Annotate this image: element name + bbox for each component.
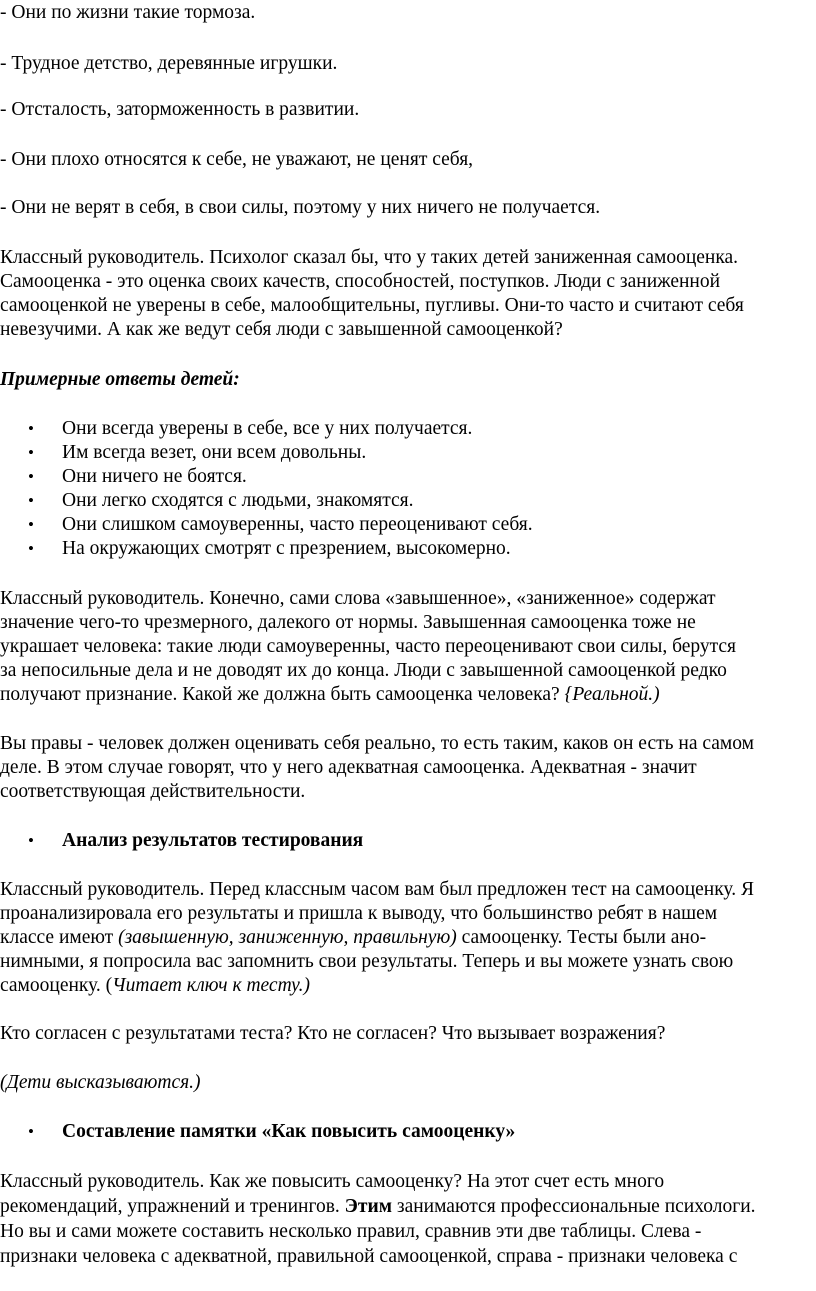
paragraph-text: получают признание. Какой же должна быть самооценка человека? [0, 684, 565, 705]
dialogue-line-1: - Они по жизни такие тормоза. [0, 2, 256, 23]
list-item-text: Они ничего не боятся. [62, 466, 247, 487]
paragraph-text: классе имеют [0, 927, 119, 948]
list-item-text: Им всегда везет, они всем довольны. [62, 442, 367, 463]
paragraph-line: признаки человека с адекватной, правильной самооценкой, справа - признаки человека с [0, 1246, 738, 1267]
paragraph-line: Но вы и сами можете составить несколько правил, сравнив эти две таблицы. Слева - [0, 1221, 702, 1242]
bullet-icon: • [28, 831, 34, 850]
bullet-icon: • [28, 515, 34, 534]
paragraph-line [0, 926, 706, 950]
answers-heading: Примерные ответы детей: [0, 369, 240, 390]
stage-direction: Читает ключ к тесту.) [112, 975, 310, 996]
paragraph-line: Классный руководитель. Конечно, сами слова «завышенное», «заниженное» содержат [0, 588, 716, 609]
paragraph-line [0, 1195, 756, 1219]
stage-direction: (Дети высказываются.) [0, 1072, 201, 1093]
paragraph-text: самооценку. Тесты были ано- [456, 927, 707, 948]
paragraph-line: украшает человека: такие люди самоуверенны, часто переоценивают свои силы, берутся [0, 636, 737, 657]
paragraph-line: невезучими. А как же ведут себя люди с завышенной самооценкой? [0, 319, 563, 340]
paragraph-text: занимаются профессиональные психологи. [392, 1196, 756, 1217]
section-title: Составление памятки «Как повысить самооценку» [62, 1121, 516, 1142]
bullet-icon: • [28, 467, 34, 486]
list-item-text: Они слишком самоуверенны, часто переоценивают себя. [62, 514, 533, 535]
dialogue-line-2: - Трудное детство, деревянные игрушки. [0, 53, 338, 74]
paragraph-line: самооценкой не уверены в себе, малообщительны, пугливы. Они-то часто и считают себя [0, 295, 744, 316]
dialogue-line-5: - Они не верят в себя, в свои силы, поэтому у них ничего не получается. [0, 197, 601, 218]
paragraph-line: деле. В этом случае говорят, что у него адекватная самооценка. Адекватная - значит [0, 757, 697, 778]
answer-note: {Реальной.) [564, 684, 660, 705]
paragraph-line: Классный руководитель. Перед классным часом вам был предложен тест на самооценку. Я [0, 879, 754, 900]
paragraph-line: значение чего-то чрезмерного, далекого от нормы. Завышенная самооценка тоже не [0, 612, 696, 633]
bullet-icon: • [28, 1122, 34, 1141]
paragraph-text: самооценку. ( [0, 975, 113, 996]
paragraph-line: соответствующая действительности. [0, 781, 306, 802]
paragraph-line: Классный руководитель. Психолог сказал бы, что у таких детей заниженная самооценка. [0, 247, 739, 268]
paragraph-line: нимными, я попросила вас запомнить свои результаты. Теперь и вы можете узнать свою [0, 951, 734, 972]
bullet-icon: • [28, 539, 34, 558]
section-title: Анализ результатов тестирования [62, 830, 364, 851]
bullet-icon: • [28, 443, 34, 462]
paragraph-line: Самооценка - это оценка своих качеств, способностей, поступков. Люди с заниженной [0, 271, 721, 292]
list-item-text: На окружающих смотрят с презрением, высокомерно. [62, 538, 511, 559]
paragraph-line [0, 683, 660, 707]
bullet-icon: • [28, 491, 34, 510]
paragraph-line: за непосильные дела и не доводят их до конца. Люди с завышенной самооценкой редко [0, 660, 727, 681]
options-note: (завышенную, заниженную, правильную) [118, 927, 457, 948]
paragraph-line: проанализировала его результаты и пришла к выводу, что большинство ребят в нашем [0, 903, 718, 924]
emphasis-word: Этим [344, 1196, 392, 1217]
paragraph-line: Классный руководитель. Как же повысить самооценку? На этот счет есть много [0, 1171, 665, 1192]
question-paragraph: Кто согласен с результатами теста? Кто не согласен? Что вызывает возражения? [0, 1023, 666, 1044]
paragraph-text: рекомендаций, упражнений и тренингов. [0, 1196, 345, 1217]
dialogue-line-3: - Отсталость, заторможенность в развитии. [0, 99, 360, 120]
list-item-text: Они всегда уверены в себе, все у них получается. [62, 418, 473, 439]
bullet-icon: • [28, 419, 34, 438]
dialogue-line-4: - Они плохо относятся к себе, не уважают, не ценят себя, [0, 149, 474, 170]
paragraph-line [0, 974, 310, 998]
list-item-text: Они легко сходятся с людьми, знакомятся. [62, 490, 414, 511]
paragraph-line: Вы правы - человек должен оценивать себя реально, то есть таким, каков он есть на самом [0, 733, 754, 754]
